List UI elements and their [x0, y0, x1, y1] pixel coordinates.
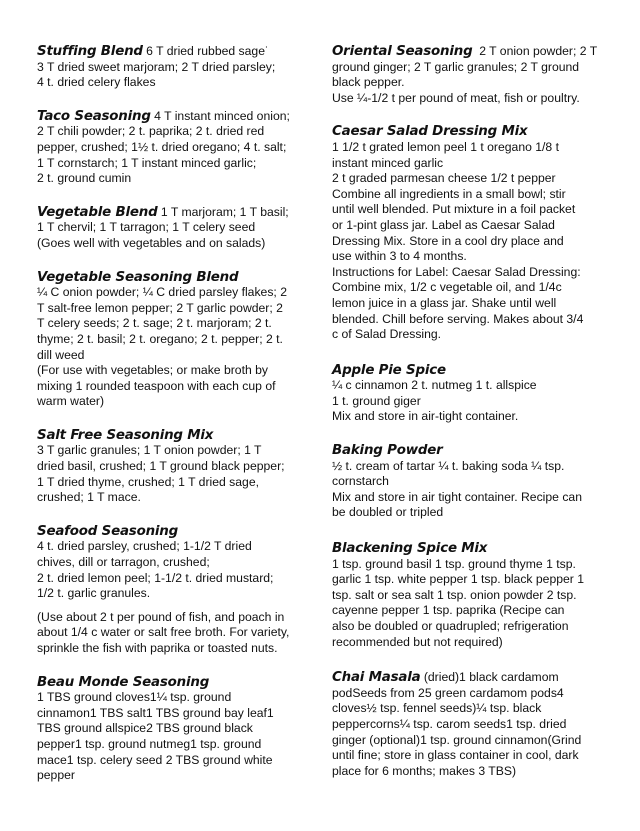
recipe-title: Baking Powder	[332, 443, 443, 459]
recipe-heading-line	[37, 270, 305, 286]
recipe-line: also be doubled or quadrupled; refrigeration	[332, 619, 569, 633]
recipe-heading-line	[332, 124, 608, 140]
recipe-line: 3 T dried sweet marjoram; 2 T dried parsley;	[37, 59, 276, 74]
recipe-line: dried basil, crushed; 1 T ground black pepper;	[37, 459, 285, 474]
recipe-block	[332, 363, 608, 425]
recipe-inline-text: 6 T dried rubbed sage˙	[142, 44, 270, 58]
recipe-line: (Use about 2 t per pound of fish, and poach in	[37, 609, 285, 624]
recipe-line: use within 3 to 4 months.	[332, 249, 467, 264]
recipe-line: chives, dill or tarragon, crushed;	[37, 555, 210, 570]
recipe-line: cinnamon1 TBS salt1 TBS ground bay leaf1	[37, 705, 274, 720]
recipe-line: dill weed	[37, 347, 85, 362]
recipe-line: Combine mix, 1/2 c vegetable oil, and 1/4c	[332, 280, 562, 295]
recipe-line: warm water)	[37, 394, 105, 409]
recipe-line: crushed; 1 T mace.	[37, 490, 141, 505]
recipe-line: 1 1/2 t grated lemon peel 1 t oregano 1/8 t	[332, 139, 559, 154]
recipe-line: 1 tsp. ground basil 1 tsp. ground thyme 1 tsp.	[332, 556, 576, 571]
recipe-title: Vegetable Blend	[37, 204, 158, 220]
recipe-block	[332, 541, 608, 650]
recipe-line: until fine; store in glass container in cool, dark	[332, 748, 579, 763]
recipe-line: TBS ground allspice2 TBS ground black	[37, 721, 253, 736]
recipe-line: 4 t. dried parsley, crushed; 1-1/2 T dried	[37, 539, 252, 554]
recipe-line: pepper	[37, 768, 75, 783]
recipe-block	[332, 670, 608, 779]
recipe-block	[332, 443, 608, 521]
recipe-line: mixing 1 rounded teaspoon with each cup of	[37, 378, 276, 393]
recipe-line: podSeeds from 25 green cardamom pods4	[332, 685, 564, 700]
recipe-inline-text: 1 T marjoram; 1 T basil;	[157, 204, 289, 219]
recipe-line: T salt-free lemon pepper; 2 T garlic powder; 2	[37, 300, 283, 315]
recipe-title: Caesar Salad Dressing Mix	[332, 124, 528, 140]
recipe-block	[37, 109, 305, 187]
recipe-line: cornstarch	[332, 474, 389, 489]
recipe-block	[37, 675, 305, 784]
recipe-inline-text: (dried)1 black cardamom	[420, 670, 559, 685]
recipe-line	[37, 602, 305, 610]
recipe-line: (For use with vegetables; or make broth by	[37, 363, 268, 378]
recipe-line: lemon juice in a glass jar. Shake until well	[332, 295, 557, 310]
recipe-line: Mix and store in air tight container. Recipe can	[332, 489, 582, 504]
recipe-line: Instructions for Label: Caesar Salad Dressing:	[332, 264, 581, 279]
recipe-inline-text: 4 T instant minced onion;	[150, 108, 290, 123]
recipe-title: Stuffing Blend	[37, 44, 143, 59]
right-column	[332, 44, 608, 779]
recipe-line: thyme; 2 t. basil; 2 t. oregano; 2 t. pepper; 2 t.	[37, 331, 283, 346]
recipe-line: 1 T dried thyme, crushed; 1 T dried sage,	[37, 474, 259, 489]
recipe-line: (Goes well with vegetables and on salads)	[37, 235, 266, 250]
recipe-line: 3 T garlic granules; 1 T onion powder; 1 T	[37, 443, 262, 458]
recipe-line: 2 t graded parmesan cheese 1/2 t pepper	[332, 171, 556, 186]
recipe-title: Salt Free Seasoning Mix	[37, 427, 214, 443]
recipe-block	[37, 270, 305, 410]
recipe-line: blended. Chill before serving. Makes about 3/4	[332, 311, 584, 326]
recipe-heading-line	[332, 44, 608, 60]
recipe-line: cloves½ tsp. fennel seeds)¼ tsp. black	[332, 701, 542, 716]
recipe-block	[332, 124, 608, 342]
recipe-title: Seafood Seasoning	[37, 523, 179, 539]
recipe-block	[37, 205, 305, 252]
recipe-line: 1/2 t. garlic granules.	[37, 586, 151, 601]
recipe-line: Mix and store in air-tight container.	[332, 409, 519, 424]
recipe-line: ½ t. cream of tartar ¼ t. baking soda ¼ tsp.	[332, 458, 565, 473]
recipe-line: 1 TBS ground cloves1¼ tsp. ground	[37, 690, 232, 705]
recipe-line: pepper1 tsp. ground nutmeg1 tsp. ground	[37, 736, 262, 751]
recipe-line: tsp. salt or sea salt 1 tsp. onion powder 2 tsp.	[332, 587, 577, 602]
recipe-line: black pepper.	[332, 75, 405, 90]
recipe-line: 2 t. ground cumin	[37, 171, 132, 186]
recipe-line: pepper, crushed; 1½ t. dried oregano; 4 t. salt;	[37, 139, 287, 154]
recipe-line: 1 T chervil; 1 T tarragon; 1 T celery seed	[37, 220, 256, 235]
recipe-line: about 1/4 c water or salt free broth. For variety,	[37, 625, 290, 640]
recipe-line: T celery seeds; 2 t. sage; 2 t. marjoram; 2 t.	[37, 316, 272, 331]
recipe-line: ¼ c cinnamon 2 t. nutmeg 1 t. allspice	[332, 378, 537, 393]
recipe-line: garlic 1 tsp. white pepper 1 tsp. black pepper 1	[332, 572, 585, 587]
recipe-line: or 1-pint glass jar. Label as Caesar Salad	[332, 217, 555, 232]
recipe-line: Dressing Mix. Store in a cool dry place and	[332, 233, 564, 248]
recipe-line: sprinkle the fish with paprika or toasted nuts.	[37, 641, 278, 655]
recipe-title: Oriental Seasoning	[332, 44, 473, 59]
recipe-title: Chai Masala	[332, 670, 421, 686]
recipe-inline-text: 2 T onion powder; 2 T	[472, 44, 598, 58]
recipe-title: Vegetable Seasoning Blend	[37, 269, 239, 285]
recipe-line: c of Salad Dressing.	[332, 327, 442, 342]
recipe-line: place for 6 months; makes 3 TBS)	[332, 763, 517, 778]
recipe-title: Taco Seasoning	[37, 108, 151, 124]
recipe-line: 2 t. dried lemon peel; 1-1/2 t. dried mustard;	[37, 570, 274, 585]
recipe-heading-line	[37, 109, 305, 125]
recipe-block	[332, 44, 608, 106]
recipe-line: ground ginger; 2 T garlic granules; 2 T ground	[332, 59, 580, 74]
recipe-line: ¼ C onion powder; ¼ C dried parsley flakes; 2	[37, 285, 287, 300]
recipe-block	[37, 428, 305, 506]
recipe-heading-line	[37, 428, 305, 444]
recipe-heading-line	[332, 541, 608, 557]
recipe-block	[37, 524, 305, 657]
recipe-block	[37, 44, 305, 91]
recipe-title: Beau Monde Seasoning	[37, 674, 210, 690]
recipe-line: be doubled or tripled	[332, 505, 444, 520]
recipe-line: mace1 tsp. celery seed 2 TBS ground white	[37, 752, 273, 767]
recipe-line: peppercorns¼ tsp. carom seeds1 tsp. dried	[332, 716, 567, 731]
recipe-line: instant minced garlic	[332, 155, 444, 170]
recipe-heading-line	[37, 44, 305, 60]
recipe-heading-line	[332, 363, 608, 379]
recipe-heading-line	[37, 675, 305, 691]
recipe-line: ginger (optional)1 tsp. ground cinnamon(Grind	[332, 732, 582, 747]
recipe-title: Blackening Spice Mix	[332, 541, 488, 557]
recipe-heading-line	[37, 205, 305, 221]
recipe-heading-line	[37, 524, 305, 540]
recipe-heading-line	[332, 670, 608, 686]
recipe-line: 1 T cornstarch; 1 T instant minced garlic;	[37, 155, 257, 170]
recipe-line: recommended but not required)	[332, 634, 503, 649]
recipe-line: 1 t. ground giger	[332, 393, 421, 408]
recipe-line: cayenne pepper 1 tsp. paprika (Recipe can	[332, 603, 565, 618]
recipe-line: until well blended. Put mixture in a foil packet	[332, 202, 576, 217]
recipe-heading-line	[332, 443, 608, 459]
recipe-line: 4 t. dried celery flakes	[37, 75, 156, 90]
recipe-line: 2 T chili powder; 2 t. paprika; 2 t. dried red	[37, 124, 265, 139]
left-column	[37, 44, 305, 784]
recipe-line: Use ¼-1/2 t per pound of meat, fish or poultry.	[332, 90, 580, 105]
recipe-title: Apple Pie Spice	[332, 362, 446, 378]
recipe-line: Combine all ingredients in a small bowl; stir	[332, 186, 566, 201]
